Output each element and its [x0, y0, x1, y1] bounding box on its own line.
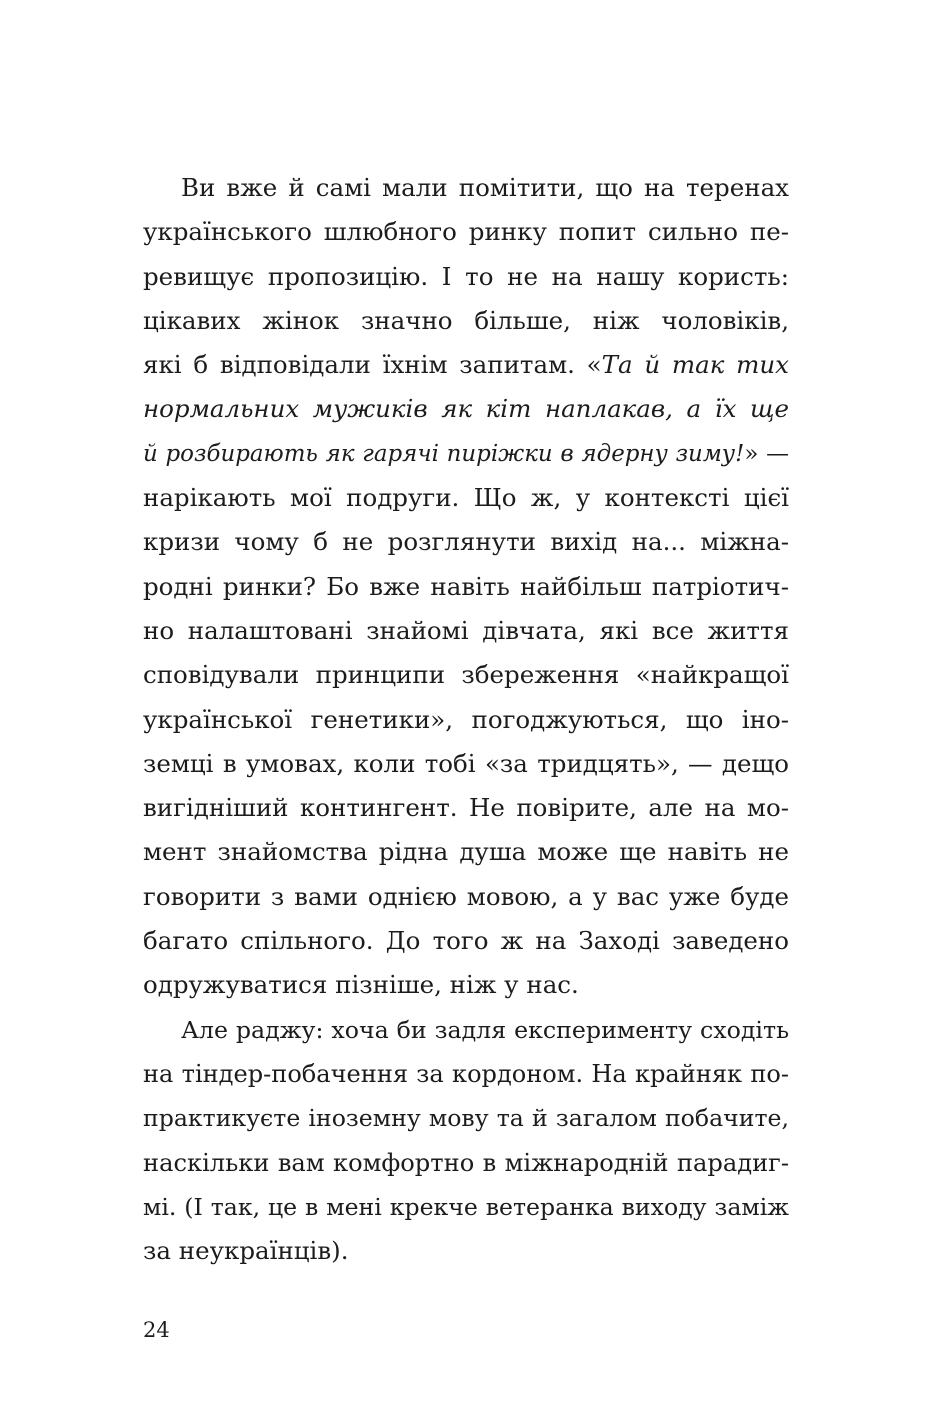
paragraph [143, 1008, 789, 1274]
text-line [143, 210, 789, 254]
text-line [143, 255, 789, 299]
line-text: » — [744, 440, 790, 467]
line-text: за неукраїнців). [143, 1236, 349, 1266]
line-text: но налаштовані знайомі дівчата, які все життя [143, 615, 789, 645]
text-line [143, 1008, 789, 1052]
line-text: Ви вже й самі мали помітити, що на теренах [181, 173, 789, 202]
text-line [143, 343, 789, 387]
line-text: українського шлюбного ринку попит сильно пе- [143, 217, 789, 247]
text-line [143, 963, 789, 1007]
text-line [143, 476, 789, 520]
line-text: української генетики», погоджуються, що іно- [143, 704, 789, 734]
line-text: мі. (І так, це в мені крекче ветеранка виходу заміж [143, 1192, 789, 1221]
line-text: нарікають мої подруги. Що ж, у контексті цієї [143, 483, 789, 513]
text-line [143, 830, 789, 874]
line-text: мент знайомства рідна душа може ще навіть не [143, 837, 789, 867]
line-text: кризи чому б не розглянути вихід на... міжна- [143, 527, 789, 557]
text-line [143, 166, 789, 210]
italic-quote-text: нормальних мужиків як кіт наплакав, а їх ще [143, 394, 789, 424]
text-line [143, 653, 789, 697]
line-text: родні ринки? Бо вже навіть найбільш патріотич- [143, 571, 789, 601]
line-text: Але раджу: хоча би задля експерименту сходіть [181, 1015, 789, 1044]
text-line [143, 565, 789, 609]
line-text: цікавих жінок значно більше, ніж чоловіків, [143, 305, 789, 335]
line-text: багато спільного. До того ж на Заході заведено [143, 926, 789, 956]
text-line [143, 1096, 789, 1140]
line-text: практикуєте іноземну мову та й загалом побачите, [143, 1104, 789, 1133]
line-text: сповідували принципи збереження «найкращої [143, 660, 789, 690]
line-text: земці в умовах, коли тобі «за тридцять», — дещо [143, 748, 789, 778]
text-line [143, 299, 789, 343]
text-line [143, 1229, 789, 1273]
text-line [143, 698, 789, 742]
line-text: одружуватися пізніше, ніж у нас. [143, 970, 579, 1000]
line-text: наскільки вам комфортно в міжнародній парадиг- [143, 1148, 789, 1177]
page-number: 24 [143, 1318, 170, 1342]
line-text: вигідніший контингент. Не повірите, але на мо- [143, 793, 789, 823]
italic-quote-text: Та й так тих [601, 350, 789, 380]
text-line [143, 432, 789, 476]
text-line [143, 609, 789, 653]
text-line [143, 786, 789, 830]
line-text: які б відповідали їхнім запитам. « [143, 350, 602, 380]
line-text: ревищує пропозицію. І то не на нашу користь: [143, 261, 789, 291]
italic-quote-text: й розбирають як гарячі пиріжки в ядерну зиму! [143, 440, 745, 467]
body-text [143, 166, 789, 1273]
text-line [143, 875, 789, 919]
text-line [143, 742, 789, 786]
text-line [143, 387, 789, 431]
text-line [143, 1185, 789, 1229]
text-line [143, 919, 789, 963]
line-text: говорити з вами однією мовою, а у вас уже буде [143, 881, 789, 911]
paragraph [143, 166, 789, 1008]
text-line [143, 520, 789, 564]
text-line [143, 1141, 789, 1185]
line-text: на тіндер-побачення за кордоном. На крайняк по- [143, 1059, 789, 1088]
text-line [143, 1052, 789, 1096]
